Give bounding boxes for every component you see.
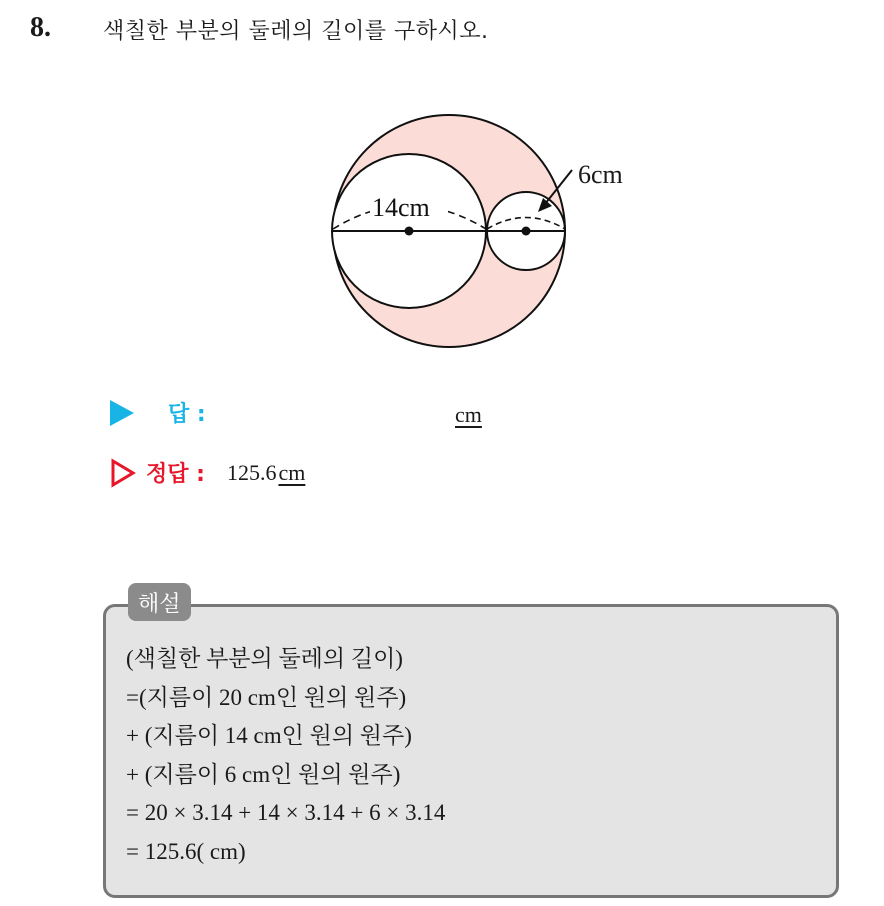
- question-number: 8.: [30, 12, 51, 43]
- outline-play-icon: [110, 458, 136, 488]
- answer-unit: cm: [455, 402, 482, 427]
- answer-label: 답 :: [168, 402, 206, 427]
- explanation-line: = 20 × 3.14 + 14 × 3.14 + 6 × 3.14: [126, 800, 446, 825]
- explanation-line: + (지름이 6 cm인 원의 원주): [126, 761, 401, 787]
- explanation-lines: [126, 640, 445, 871]
- correct-answer-row: [110, 457, 305, 488]
- correct-answer-unit: cm: [278, 459, 306, 485]
- correct-answer-value: 125.6: [226, 459, 277, 485]
- explanation-line: = 125.6( cm): [126, 838, 246, 864]
- explanation-line: + (지름이 14 cm인 원의 원주): [126, 723, 412, 748]
- answer-row: [110, 397, 206, 428]
- correct-answer-label: 정답 :: [146, 462, 205, 487]
- play-icon: [110, 400, 134, 426]
- explanation-line: (색칠한 부분의 둘레의 길이): [126, 646, 403, 671]
- center-dot-large: [405, 227, 414, 236]
- label-14cm: 14cm: [372, 193, 430, 222]
- label-6cm: 6cm: [578, 160, 623, 189]
- explanation-line: =(지름이 20 cm인 원의 원주): [126, 684, 407, 710]
- center-dot-small: [522, 227, 531, 236]
- question-text: 색칠한 부분의 둘레의 길이를 구하시오.: [103, 19, 489, 44]
- circles-figure: [326, 108, 576, 358]
- explanation-tab: 해설: [128, 583, 191, 621]
